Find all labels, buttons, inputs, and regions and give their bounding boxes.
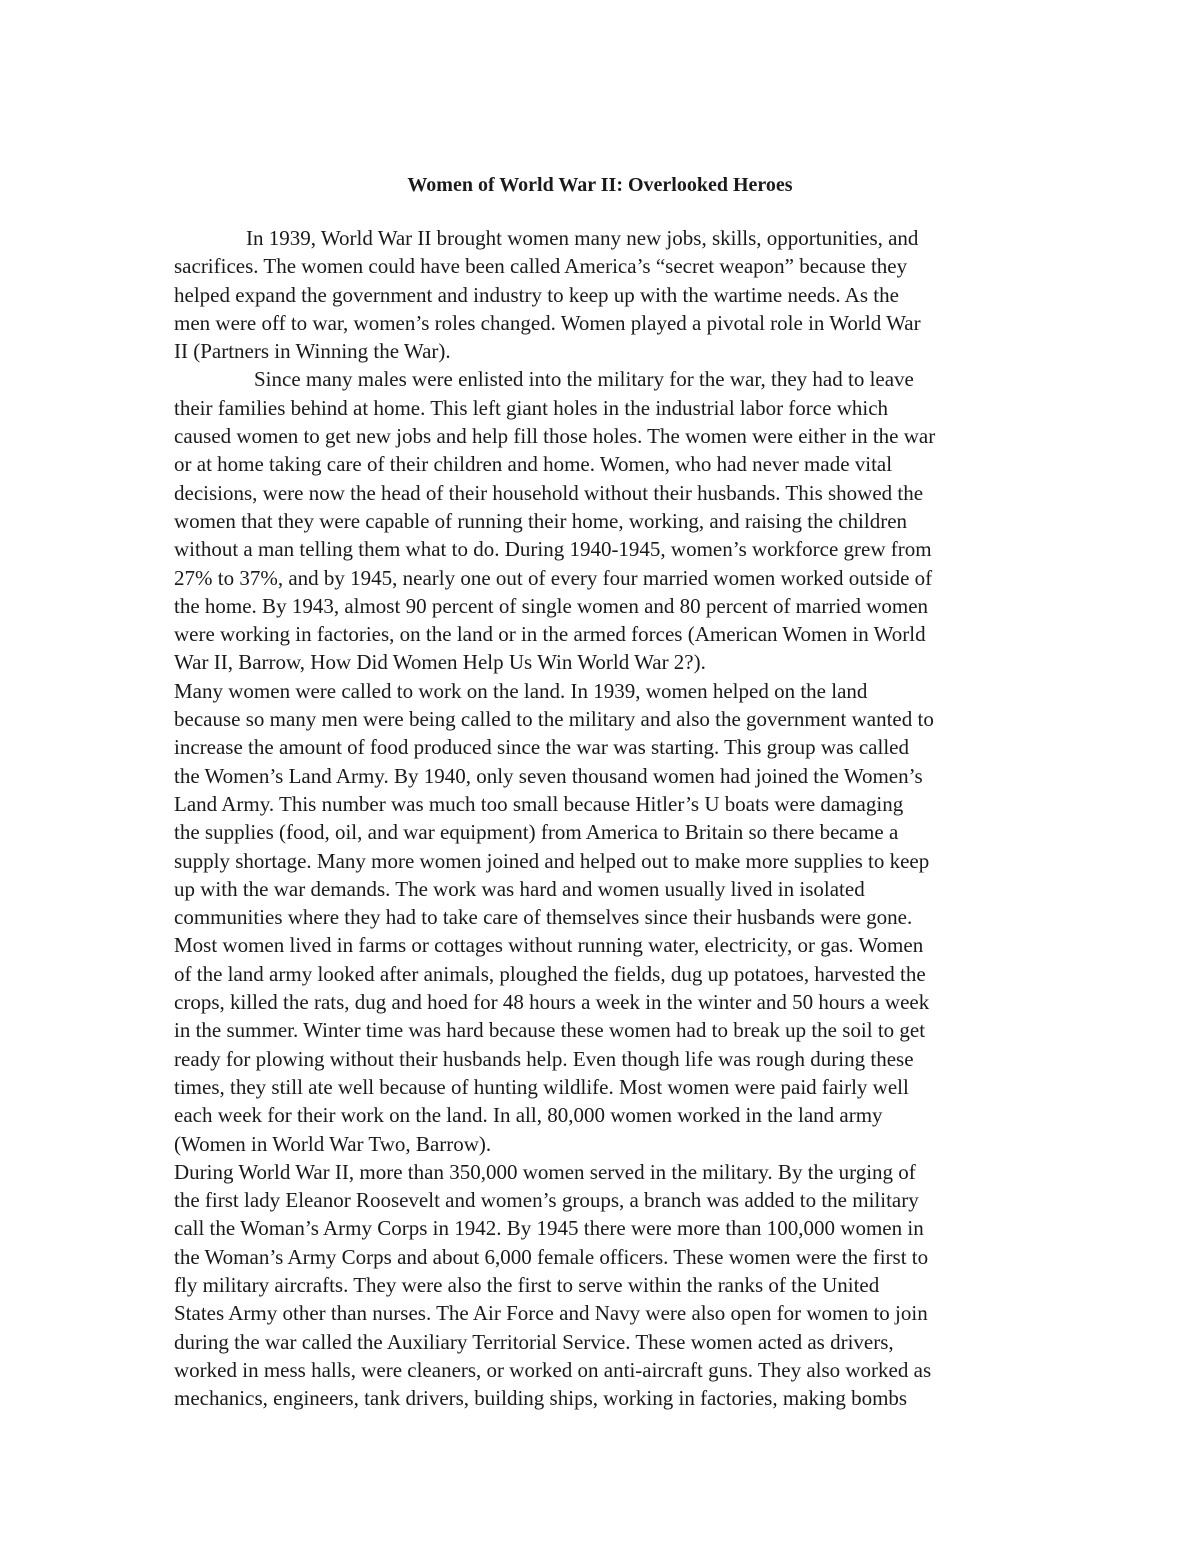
text-line: men were off to war, women’s roles changed. Women played a pivotal role in World War: [174, 310, 921, 335]
document-body: [174, 224, 1034, 1412]
text-line: the home. By 1943, almost 90 percent of single women and 80 percent of married women: [174, 593, 929, 618]
text-line: ready for plowing without their husbands help. Even though life was rough during these: [174, 1046, 914, 1071]
text-line: decisions, were now the head of their household without their husbands. This showed the: [174, 480, 924, 505]
text-line: (Women in World War Two, Barrow).: [174, 1131, 492, 1156]
text-line: supply shortage. Many more women joined and helped out to make more supplies to keep: [174, 848, 930, 873]
text-line: fly military aircrafts. They were also the first to serve within the ranks of the United: [174, 1272, 880, 1297]
text-line: their families behind at home. This left giant holes in the industrial labor force which: [174, 395, 889, 420]
text-line: communities where they had to take care of themselves since their husbands were gone.: [174, 905, 913, 930]
text-line: II (Partners in Winning the War).: [174, 339, 451, 364]
text-line: because so many men were being called to the military and also the government wanted to: [174, 707, 934, 732]
text-line: the Woman’s Army Corps and about 6,000 female officers. These women were the first to: [174, 1244, 929, 1269]
text-line: the supplies (food, oil, and war equipment) from America to Britain so there became a: [174, 820, 899, 845]
text-line: call the Woman’s Army Corps in 1942. By 1945 there were more than 100,000 women in: [174, 1216, 924, 1241]
text-line: 27% to 37%, and by 1945, nearly one out of every four married women worked outside of: [174, 565, 933, 590]
text-line: increase the amount of food produced since the war was starting. This group was called: [174, 735, 909, 760]
text-line: up with the war demands. The work was hard and women usually lived in isolated: [174, 876, 865, 901]
document-title: Women of World War II: Overlooked Heroes: [407, 174, 793, 196]
text-line: or at home taking care of their children and home. Women, who had never made vital: [174, 452, 893, 477]
text-line: of the land army looked after animals, ploughed the fields, dug up potatoes, harvested the: [174, 961, 926, 986]
text-line: States Army other than nurses. The Air Force and Navy were also open for women to join: [174, 1301, 928, 1326]
paragraph-3: [174, 677, 1034, 1158]
text-line: without a man telling them what to do. During 1940-1945, women’s workforce grew from: [174, 537, 932, 562]
text-line: crops, killed the rats, dug and hoed for 48 hours a week in the winter and 50 hours a week: [174, 990, 930, 1015]
text-line: each week for their work on the land. In all, 80,000 women worked in the land army: [174, 1103, 883, 1128]
text-line: War II, Barrow, How Did Women Help Us Win World War 2?).: [174, 650, 706, 675]
text-line: worked in mess halls, were cleaners, or worked on anti-aircraft guns. They also worked as: [174, 1357, 932, 1382]
text-line: were working in factories, on the land or in the armed forces (American Women in World: [174, 622, 926, 647]
text-line: during the war called the Auxiliary Territorial Service. These women acted as drivers,: [174, 1329, 894, 1354]
text-line: During World War II, more than 350,000 women served in the military. By the urging of: [174, 1159, 916, 1184]
text-line: in the summer. Winter time was hard because these women had to break up the soil to get: [174, 1018, 926, 1043]
text-line: Most women lived in farms or cottages without running water, electricity, or gas. Women: [174, 933, 924, 958]
text-line: sacrifices. The women could have been called America’s “secret weapon” because they: [174, 254, 908, 279]
text-line: women that they were capable of running their home, working, and raising the children: [174, 508, 908, 533]
text-line: the Women’s Land Army. By 1940, only seven thousand women had joined the Women’s: [174, 763, 923, 788]
paragraph-4: [174, 1158, 1034, 1413]
paragraph-2: [174, 365, 1034, 676]
text-line: In 1939, World War II brought women many new jobs, skills, opportunities, and: [246, 226, 919, 250]
text-line: mechanics, engineers, tank drivers, building ships, working in factories, making bombs: [174, 1386, 908, 1411]
text-line: helped expand the government and industry to keep up with the wartime needs. As the: [174, 282, 899, 307]
text-line: Land Army. This number was much too small because Hitler’s U boats were damaging: [174, 791, 904, 816]
text-line: Since many males were enlisted into the military for the war, they had to leave: [254, 367, 914, 392]
text-line: times, they still ate well because of hunting wildlife. Most women were paid fairly well: [174, 1074, 909, 1099]
text-line: caused women to get new jobs and help fill those holes. The women were either in the war: [174, 424, 936, 449]
text-line: the first lady Eleanor Roosevelt and women’s groups, a branch was added to the military: [174, 1188, 919, 1213]
text-line: Many women were called to work on the land. In 1939, women helped on the land: [174, 678, 868, 703]
paragraph-1: [174, 224, 1034, 365]
